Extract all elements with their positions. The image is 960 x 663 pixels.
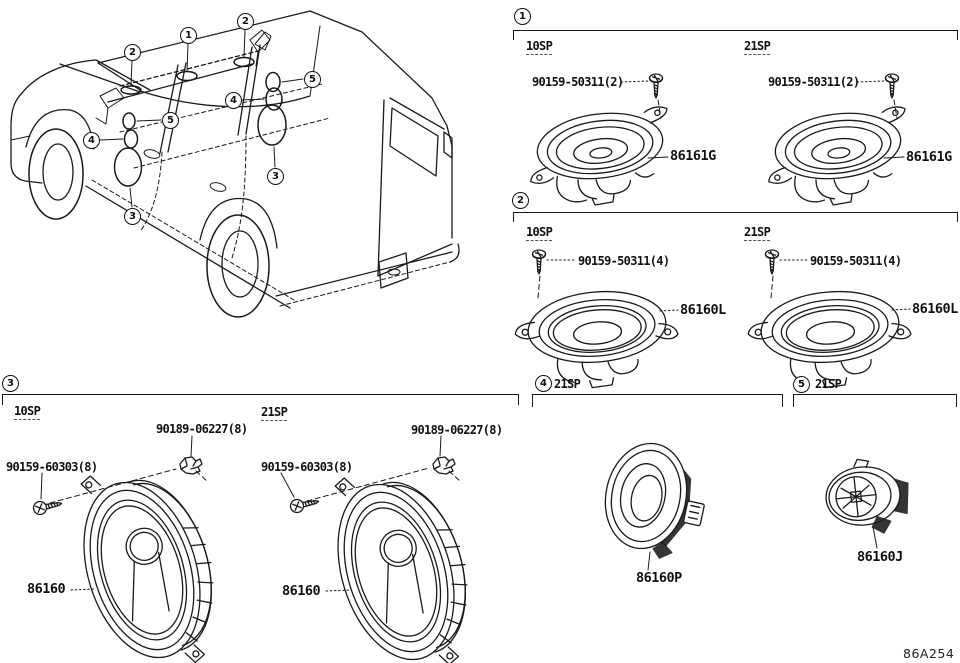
section-3-badge[interactable]: 3 — [2, 375, 19, 392]
s1-part-86161g-10sp[interactable]: 86161G — [670, 148, 716, 164]
s3-part-86160-21sp[interactable]: 86160 — [282, 583, 321, 599]
s3-part-86160-10sp[interactable]: 86160 — [27, 581, 66, 597]
oval-door-speaker-10sp — [60, 450, 238, 663]
s3-grade-10sp: 10SP — [14, 405, 40, 420]
vehicle-phantom-view — [11, 11, 459, 317]
section-4-badge[interactable]: 4 — [535, 375, 552, 392]
car-callout-tweeter-left[interactable]: 2 — [124, 44, 141, 61]
section-2-bracket — [513, 212, 958, 222]
s4-grade-21sp: 21SP — [554, 377, 581, 391]
oval-door-speaker-21sp — [314, 452, 492, 663]
car-callout-front-tweeter[interactable]: 5 — [162, 112, 179, 129]
s2-part-86160l-10sp[interactable]: 86160L — [680, 302, 726, 318]
s3-clip-partno-21sp[interactable]: 90189-06227(8) — [411, 423, 503, 437]
screw-icon — [766, 250, 779, 274]
s2-screw-partno-21sp[interactable]: 90159-50311(4) — [810, 254, 902, 268]
s4-part-86160p[interactable]: 86160P — [636, 570, 682, 586]
section-4-art — [595, 436, 715, 570]
section-3-bracket — [2, 394, 519, 405]
diagram-code: 86A254 — [903, 646, 955, 661]
section-1-art — [524, 74, 916, 212]
s1-screw-partno-10sp[interactable]: 90159-50311(2) — [532, 75, 624, 89]
car-callout-tweeter-right[interactable]: 2 — [237, 13, 254, 30]
section-1-badge[interactable]: 1 — [514, 8, 531, 25]
section-4-bracket — [532, 394, 783, 407]
clip-icon — [180, 457, 202, 474]
section-2-badge[interactable]: 2 — [512, 192, 529, 209]
screw-icon — [32, 497, 63, 516]
screw-icon — [650, 74, 663, 98]
s2-grade-21sp: 21SP — [744, 226, 770, 241]
section-5-badge[interactable]: 5 — [793, 376, 810, 393]
s5-part-86160j[interactable]: 86160J — [857, 549, 903, 565]
section-1-bracket — [513, 30, 958, 40]
car-callout-rear-mid[interactable]: 4 — [225, 92, 242, 109]
s1-grade-10sp: 10SP — [526, 40, 552, 55]
section-5-bracket — [793, 394, 957, 407]
s2-screw-partno-10sp[interactable]: 90159-50311(4) — [578, 254, 670, 268]
s3-screw-partno-10sp[interactable]: 90159-60303(8) — [6, 460, 98, 474]
s1-grade-21sp: 21SP — [744, 40, 770, 55]
car-callout-rear-woofer[interactable]: 3 — [267, 168, 284, 185]
screw-icon — [533, 250, 546, 274]
section-5-art — [822, 454, 912, 548]
s1-screw-partno-21sp[interactable]: 90159-50311(2) — [768, 75, 860, 89]
s3-clip-partno-10sp[interactable]: 90189-06227(8) — [156, 422, 248, 436]
rear-pillar-speaker — [595, 436, 715, 565]
front-door-speaker-21sp — [762, 106, 916, 213]
front-door-speaker-10sp — [524, 106, 678, 213]
car-callout-front-mid[interactable]: 4 — [83, 132, 100, 149]
section-2-art — [512, 250, 915, 394]
car-callout-front-woofer[interactable]: 3 — [124, 208, 141, 225]
speaker-location-ovals — [115, 58, 287, 187]
s3-screw-partno-21sp[interactable]: 90159-60303(8) — [261, 460, 353, 474]
s2-grade-10sp: 10SP — [526, 226, 552, 241]
screw-icon — [289, 495, 320, 514]
s5-grade-21sp: 21SP — [815, 377, 842, 391]
s2-part-86160l-21sp[interactable]: 86160L — [912, 301, 958, 317]
s1-part-86161g-21sp[interactable]: 86161G — [906, 149, 952, 165]
s3-grade-21sp: 21SP — [261, 406, 287, 421]
tweeter-speaker — [822, 454, 912, 538]
car-callout-center-speaker[interactable]: 1 — [180, 27, 197, 44]
clip-icon — [433, 457, 455, 474]
screw-icon — [886, 74, 899, 98]
car-callout-rear-tweeter[interactable]: 5 — [304, 71, 321, 88]
